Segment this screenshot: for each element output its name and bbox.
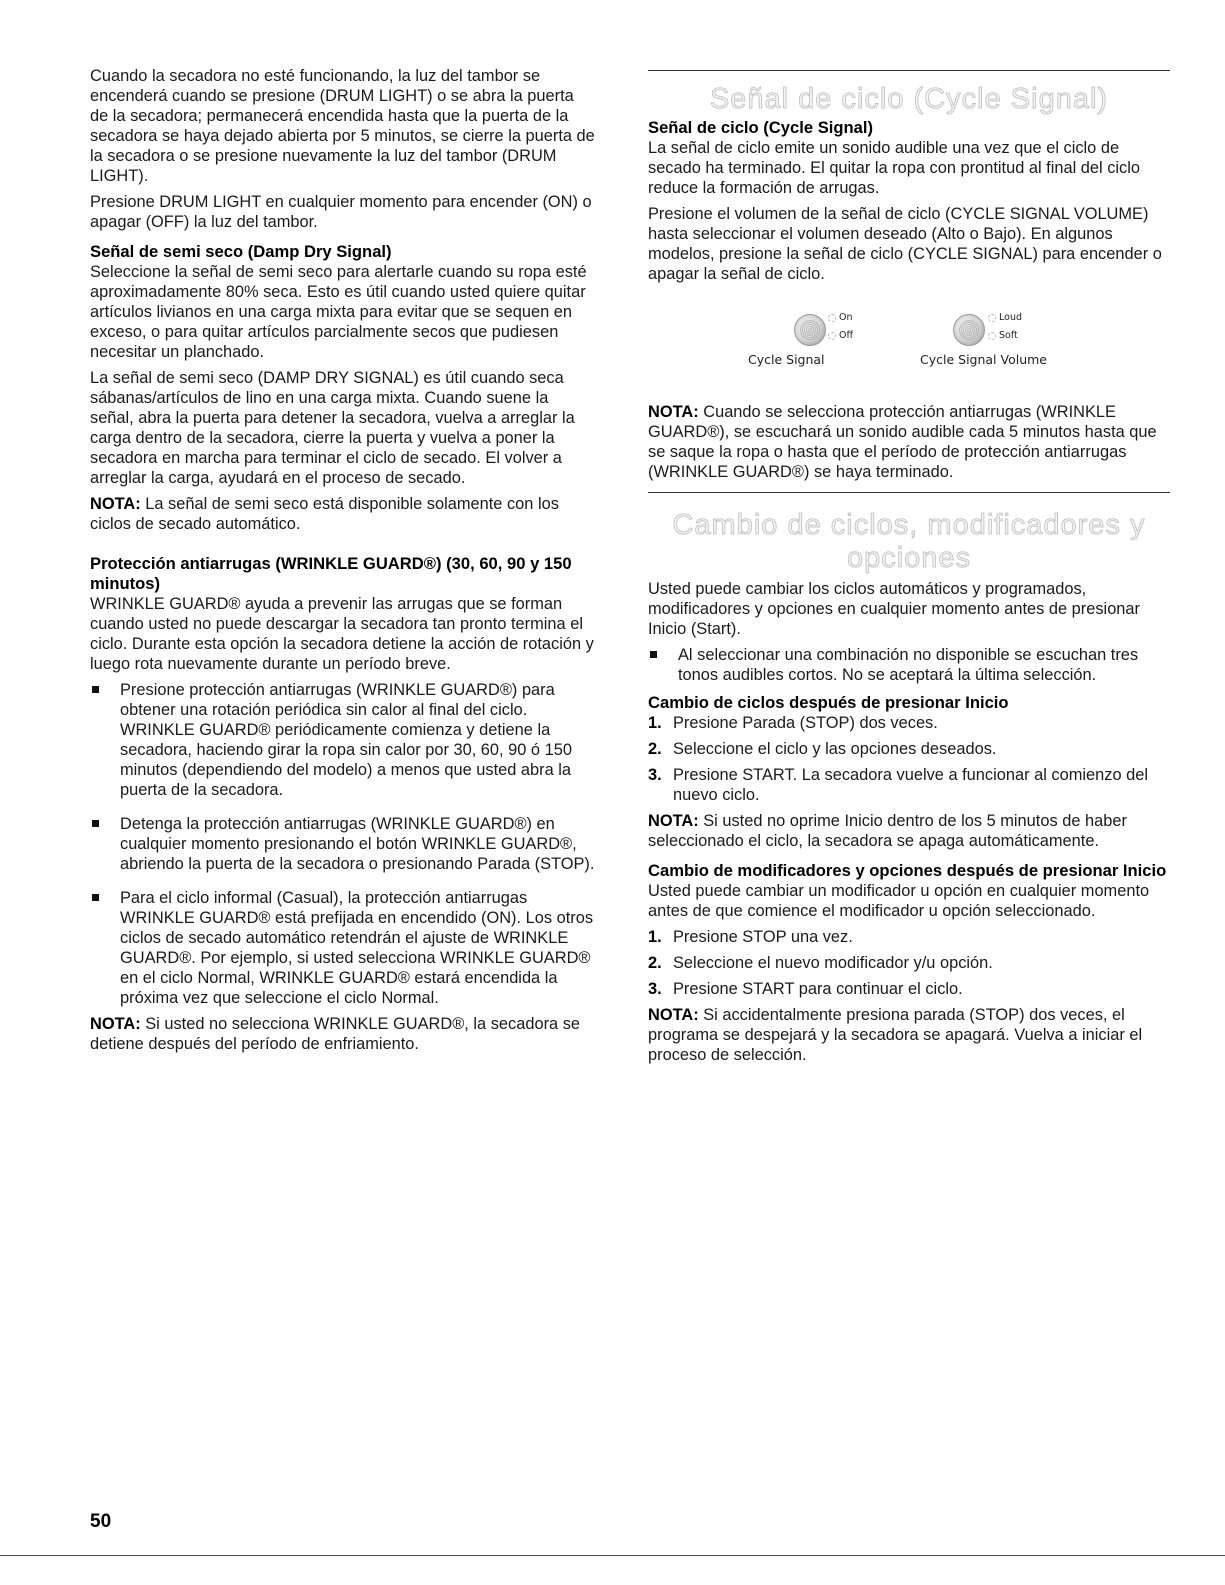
change-cycles-section-title-line-1: Cambio de ciclos, modificadores y: [672, 509, 1146, 541]
damp-dry-paragraph-1: Seleccione la señal de semi seco para alertarle cuando su ropa esté aproximadamente 80% seca. Esto es útil cuando usted quiere quitar artículos livianos en una carga mixta para evitar que se sequen en exceso, o para quitar artículos parcialmente secos que pudiesen necesitar un planchado.: [90, 263, 587, 361]
step-item: [648, 765, 1170, 805]
step-number: 2.: [648, 954, 662, 972]
list-item-text: Para el ciclo informal (Casual), la protección antiarrugas WRINKLE GUARD® está prefijada en encendido (ON). Los otros ciclos de secado automático retendrán el ajuste de WRINKLE GUARD®. Por ejemplo, si usted selecciona WRINKLE GUARD® en el ciclo Normal, WRINKLE GUARD® estará encendida la próxima vez que seleccione el ciclo Normal.: [120, 889, 594, 1007]
step-item: [648, 739, 1170, 759]
change-cycles-bullets: [648, 645, 1170, 685]
change-modifiers-note: [648, 1005, 1170, 1065]
bullet-square-icon: [92, 894, 99, 901]
change-cycles-note: [648, 811, 1170, 851]
list-item-text: Presione protección antiarrugas (WRINKLE GUARD®) para obtener una rotación periódica sin calor al final del ciclo. WRINKLE GUARD® periódicamente comienza y detiene la secadora, haciendo girar la ropa sin calor por 30, 60, 90 ó 150 minutos (dependiendo del modelo) a menos que usted abra la puerta de la secadora.: [120, 681, 572, 799]
option-label: On: [839, 312, 853, 323]
note-label: NOTA:: [90, 495, 141, 513]
bullet-square-icon: [92, 820, 99, 827]
cycle-signal-note: [648, 402, 1170, 482]
left-column: [90, 66, 595, 1060]
wrinkle-guard-heading: Protección antiarrugas (WRINKLE GUARD®) (30, 60, 90 y 150 minutos): [90, 554, 572, 593]
damp-dry-paragraph-2: La señal de semi seco (DAMP DRY SIGNAL) es útil cuando seca sábanas/artículos de lino en una carga mixta. Cuando suene la señal, abra la puerta para detener la secadora, vuelva a arreglar la carga dentro de la secadora, cierre la puerta y vuelva a poner la secadora en marcha para terminar el ciclo de secado. El volver a arreglar la carga, ayudará en el proceso de secado.: [90, 369, 575, 487]
cycle-signal-label: Cycle Signal: [748, 352, 825, 367]
section-divider: [648, 492, 1170, 493]
page-number: 50: [90, 1511, 112, 1532]
note-text: Si accidentalmente presiona parada (STOP) dos veces, el programa se despejará y la secadora se apagará. Vuelva a iniciar el proceso de selección.: [648, 1006, 1143, 1064]
option-soft: [988, 330, 1018, 341]
change-cycles-steps: [648, 713, 1170, 805]
step-text: Seleccione el nuevo modificador y/u opción.: [673, 954, 993, 972]
step-text: Presione START. La secadora vuelve a funcionar al comienzo del nuevo ciclo.: [673, 766, 1148, 804]
cycle-signal-paragraph-1: La señal de ciclo emite un sonido audible una vez que el ciclo de secado ha terminado. El quitar la ropa con prontitud al final del ciclo reduce la formación de arrugas.: [648, 139, 1141, 197]
step-number: 1.: [648, 928, 662, 946]
change-modifiers-heading: Cambio de modificadores y opciones después de presionar Inicio: [648, 861, 1167, 880]
cycle-signal-heading: Señal de ciclo (Cycle Signal): [648, 118, 874, 137]
note-label: NOTA:: [648, 1006, 699, 1024]
note-text: Cuando se selecciona protección antiarrugas (WRINKLE GUARD®), se escuchará un sonido audible cada 5 minutos hasta que se saque la ropa o hasta que el período de protección antiarrugas (WRINKLE GUARD®) se haya terminado.: [648, 403, 1157, 481]
wrinkle-guard-bullets: [90, 680, 595, 1008]
step-number: 3.: [648, 766, 662, 784]
bullet-square-icon: [92, 686, 99, 693]
option-off: [828, 330, 853, 341]
damp-dry-note: [90, 494, 595, 534]
note-label: NOTA:: [90, 1015, 141, 1033]
bullet-square-icon: [650, 651, 657, 658]
drum-light-toggle-paragraph: Presione DRUM LIGHT en cualquier momento para encender (ON) o apagar (OFF) la luz del tambor.: [90, 193, 592, 231]
indicator-dot-icon: [828, 314, 836, 322]
cycle-signal-volume-label: Cycle Signal Volume: [920, 352, 1047, 367]
step-number: 2.: [648, 740, 662, 758]
indicator-dot-icon: [988, 314, 996, 322]
cycle-signal-knob-icon: [794, 314, 826, 346]
note-label: NOTA:: [648, 812, 699, 830]
change-cycles-paragraph: Usted puede cambiar los ciclos automáticos y programados, modificadores y opciones en cualquier momento antes de presionar Inicio (Start).: [648, 580, 1140, 638]
step-item: [648, 979, 1170, 999]
step-number: 1.: [648, 714, 662, 732]
step-text: Seleccione el ciclo y las opciones deseados.: [673, 740, 997, 758]
right-column: [648, 70, 1170, 1071]
list-item: [90, 814, 595, 874]
step-number: 3.: [648, 980, 662, 998]
wrinkle-guard-paragraph: WRINKLE GUARD® ayuda a prevenir las arrugas que se forman cuando usted no puede descargar la secadora tan pronto termina el ciclo. Durante esta opción la secadora detiene la acción de rotación y luego rota nuevamente durante un período breve.: [90, 595, 594, 673]
note-label: NOTA:: [648, 403, 699, 421]
cycle-signal-controls-illustration: [648, 302, 1170, 402]
cycle-signal-section-title: Señal de ciclo (Cycle Signal): [709, 83, 1109, 115]
section-divider: [648, 70, 1170, 71]
change-modifiers-paragraph: Usted puede cambiar un modificador u opción en cualquier momento antes de que comience el modificador u opción seleccionado.: [648, 882, 1150, 920]
list-item: [648, 645, 1170, 685]
list-item-text: Al seleccionar una combinación no disponible se escuchan tres tonos audibles cortos. No se aceptará la última selección.: [678, 646, 1139, 684]
note-text: Si usted no oprime Inicio dentro de los 5 minutos de haber seleccionado el ciclo, la secadora se apaga automáticamente.: [648, 812, 1127, 850]
page-bottom-divider: [0, 1555, 1225, 1556]
step-text: Presione Parada (STOP) dos veces.: [673, 714, 938, 732]
step-item: [648, 953, 1170, 973]
list-item-text: Detenga la protección antiarrugas (WRINKLE GUARD®) en cualquier momento presionando el botón WRINKLE GUARD®, abriendo la puerta de la secadora o presionando Parada (STOP).: [120, 815, 595, 873]
cycle-signal-volume-knob-icon: [953, 314, 985, 346]
change-modifiers-steps: [648, 927, 1170, 999]
note-text: Si usted no selecciona WRINKLE GUARD®, la secadora se detiene después del período de enfriamiento.: [90, 1015, 581, 1053]
option-label: Off: [839, 330, 854, 341]
option-loud: [988, 312, 1022, 323]
cycle-signal-paragraph-2: Presione el volumen de la señal de ciclo (CYCLE SIGNAL VOLUME) hasta seleccionar el volumen deseado (Alto o Bajo). En algunos modelos, presione la señal de ciclo (CYCLE SIGNAL) para encender o apagar la señal de ciclo.: [648, 205, 1162, 283]
change-cycles-section-title-line-2: opciones: [846, 542, 972, 574]
step-text: Presione STOP una vez.: [673, 928, 853, 946]
option-label: Loud: [999, 312, 1022, 323]
note-text: La señal de semi seco está disponible solamente con los ciclos de secado automático.: [90, 495, 559, 533]
step-item: [648, 927, 1170, 947]
damp-dry-heading: Señal de semi seco (Damp Dry Signal): [90, 242, 392, 261]
option-label: Soft: [999, 330, 1018, 341]
option-on: [828, 312, 853, 323]
list-item: [90, 680, 595, 800]
wrinkle-guard-note: [90, 1014, 595, 1054]
step-item: [648, 713, 1170, 733]
drum-light-paragraph: Cuando la secadora no esté funcionando, la luz del tambor se encenderá cuando se presione (DRUM LIGHT) o se abra la puerta de la secadora; permanecerá encendida hasta que la puerta de la secadora se haya dejado abierta por 5 minutos, se cierre la puerta de la secadora o se presione nuevamente la luz del tambor (DRUM LIGHT).: [90, 67, 595, 185]
step-text: Presione START para continuar el ciclo.: [673, 980, 963, 998]
change-cycles-after-start-heading: Cambio de ciclos después de presionar Inicio: [648, 693, 1009, 712]
indicator-dot-icon: [988, 332, 996, 340]
indicator-dot-icon: [828, 332, 836, 340]
list-item: [90, 888, 595, 1008]
